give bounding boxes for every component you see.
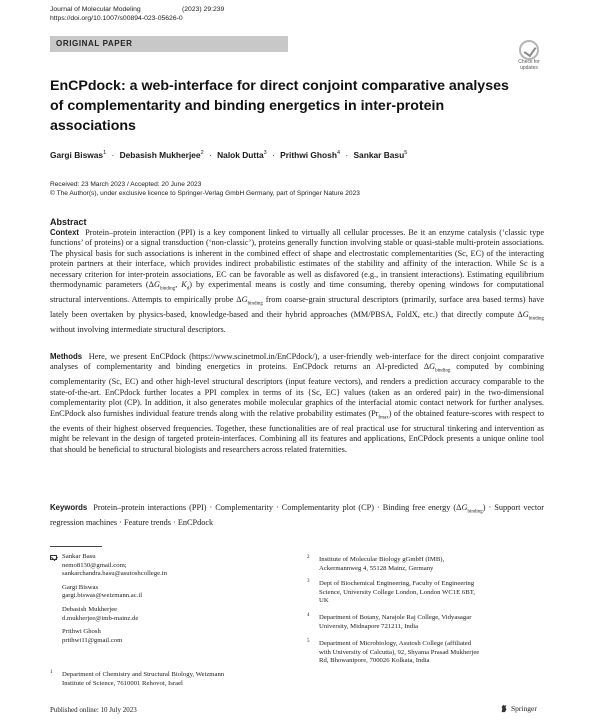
journal-header: [50, 6, 224, 23]
journal-name: Journal of Molecular Modeling: [50, 6, 141, 13]
author-name[interactable]: Debasish Mukherjee: [119, 150, 201, 160]
springer-horse-icon: [500, 704, 508, 713]
corr-name: Sankar Basu: [62, 553, 96, 560]
affiliation-5: [307, 639, 534, 666]
affiliation-line: UK: [319, 597, 329, 605]
abstract-context: [50, 228, 544, 336]
context-symbol: G: [241, 295, 248, 305]
author-affiliation-ref: 1: [103, 150, 107, 157]
correspondence-block: [62, 553, 167, 650]
corr-email[interactable]: nemo8130@gmail.com;: [62, 561, 127, 569]
author-list: [50, 150, 407, 160]
affiliation-number: 2: [307, 555, 310, 560]
methods-label: Methods: [50, 352, 83, 361]
article-dates: [50, 180, 360, 198]
affiliation-line: Ackermannweg 4, 55128 Mainz, Germany: [319, 564, 434, 572]
author-separator: ·: [345, 150, 349, 160]
affiliation-number: 1: [50, 670, 53, 675]
received-accepted: Received: 23 March 2023 / Accepted: 20 June 2023: [50, 181, 202, 188]
methods-subscript: fmax: [378, 415, 389, 421]
affiliation-line: Science, University College London, London WC1E 6BT,: [319, 588, 475, 596]
corr-email[interactable]: sankarchandra.basu@asutoshcollege.in: [62, 570, 167, 578]
context-text: Protein–protein interaction (PPI) is a key component linked to virtually all cellular processes. Be it an enzyme catalysis (‘classic type functions’ of proteins) or a signal transduction (‘non-classic’), proteins generally function involving stable or quasi-stable multi-protein associations. The physical basis for such associations is inherent in the combined effect of shape and electrostatic complementarities (Sc, EC) of the interacting protein partners at their interface, which provides indirect probabilistic estimates of the stability and affinity of the interaction. While Sc is a necessary criterion for inter-protein associations, EC can be favorable as well as disfavored (e.g., in transient interactions). Estimating equilibrium thermodynamic parameters (Δ: [50, 228, 545, 290]
author-name[interactable]: Gargi Biswas: [50, 150, 104, 160]
abstract-heading: Abstract: [50, 217, 87, 227]
keywords-symbol: G: [461, 503, 468, 512]
author-affiliation-ref: 3: [263, 150, 267, 157]
corr-name: Gargi Biswas: [62, 583, 99, 591]
journal-volume: (2023) 29:239: [182, 6, 225, 13]
check-updates-line2: updates: [520, 64, 538, 71]
author-separator: ·: [111, 150, 115, 160]
keywords-text: Protein–protein interactions (PPI) · Complementarity · Complementarity plot (CP) · Binding free energy (Δ: [93, 503, 462, 512]
affiliation-line: Department of Botany, Narajole Raj College, Vidyasagar: [319, 614, 472, 621]
methods-subscript: binding: [435, 369, 451, 375]
context-text: from coarse-grain structural descriptors (primarily, surface area based terms) have lately been overtaken by physics-based, knowledge-based and their hybrid approaches (MM/PBSA, FoldX, etc.) that directly compute Δ: [50, 295, 544, 320]
correspondence-entry: [62, 628, 167, 645]
author-affiliation-ref: 4: [336, 150, 340, 157]
doi-link[interactable]: https://doi.org/10.1007/s00894-023-05626-0: [50, 14, 183, 22]
context-text: ,: [175, 280, 182, 290]
corr-name: Prithwi Ghosh: [62, 628, 101, 636]
context-symbol: G: [153, 280, 160, 290]
keywords-subscript: binding: [467, 509, 483, 515]
context-subscript: binding: [528, 316, 544, 322]
author-name[interactable]: Sankar Basu: [353, 150, 405, 160]
corr-name: Debasish Mukherjee: [62, 605, 118, 613]
footnote-divider: [50, 546, 102, 547]
methods-text: ) of the obtained feature-scores with respect to the events of their highest observed frequencies. Together, these functionalities are of real practical use for structural tinkering and intervention as might be relevant in the design of targeted protein-interfaces. Combining all its features and applications, EnCPdock presents a unique online tool that should be beneficial to structural biologists and researchers across related fraternities.: [50, 408, 545, 454]
context-label: Context: [50, 228, 80, 237]
article-title: EnCPdock: a web-interface for direct conjoint comparative analyses of complementarity and binding energetics in inter-protein associations: [50, 78, 509, 134]
corr-email[interactable]: d.mukherjee@imb-mainz.de: [62, 614, 139, 622]
affiliation-1: [50, 670, 277, 688]
affiliation-line: Department of Chemistry and Structural Biology, Weizmann: [62, 671, 225, 678]
copyright-line: © The Author(s), under exclusive licence to Springer-Verlag GmbH Germany, part of Springer Nature 2023: [50, 190, 360, 197]
context-symbol: K: [181, 280, 187, 290]
context-symbol: G: [522, 310, 529, 320]
article-type-label: ORIGINAL PAPER: [56, 39, 133, 48]
affiliation-number: 5: [307, 639, 310, 644]
author-name[interactable]: Prithwi Ghosh: [280, 150, 337, 160]
check-updates-line1: Check for: [518, 59, 540, 65]
publisher-name: Springer: [511, 704, 537, 713]
affiliation-line: with University of Calcutta), 92, Shyama Prasad Mukherjee: [319, 648, 480, 656]
methods-symbol: G: [429, 362, 436, 372]
affiliation-number: 3: [307, 579, 310, 584]
author-separator: ·: [208, 150, 212, 160]
affiliation-line: Institute of Molecular Biology gGmbH (IMB),: [319, 556, 445, 563]
affiliation-4: [307, 613, 534, 631]
keywords: [50, 503, 544, 528]
affiliation-2: [307, 555, 534, 573]
abstract-methods: [50, 352, 544, 455]
author-affiliation-ref: 2: [200, 150, 204, 157]
affiliation-line: Dept of Biochemical Engineering, Faculty of Engineering: [319, 580, 475, 587]
author-separator: ·: [272, 150, 275, 160]
affiliation-line: University, Midnapore 721211, India: [319, 622, 419, 630]
corr-email[interactable]: prithwi11@gmail.com: [62, 636, 123, 644]
publisher-logo: [500, 704, 537, 713]
context-text: ) by experimental means is costly and time consuming, thereby opening windows for computational structural interventions. Attempts to empirically probe Δ: [50, 280, 545, 305]
affiliation-3: [307, 579, 534, 606]
check-for-updates-button[interactable]: [513, 40, 545, 70]
envelope-icon: [50, 555, 57, 560]
methods-text: computed by combining complementarity (Sc, EC) and other high-level structural descriptors (input feature vectors), and renders a prediction accuracy comparable to the state-of-the-art. EnCPdock further locates a PPI complex in terms of its {Sc, EC} values (taken as an ordered pair) in the two-dimensional complementarity plot (CP). In addition, it also generates mobile molecular graphics of the interfacial atomic contact network for further analyses. EnCPdock also furnishes individual feature trends along with the relative probability estimates (Pr: [50, 362, 544, 418]
correspondence-entry: [62, 584, 167, 601]
affiliation-number: 4: [307, 613, 310, 618]
check-updates-icon: [519, 40, 539, 60]
context-text: without involving intermediate structural descriptors.: [50, 325, 226, 335]
article-type-banner: [50, 36, 288, 52]
keywords-text: ) · Support vector regression machines · Feature trends · EnCPdock: [50, 503, 544, 528]
author-affiliation-ref: 5: [404, 150, 408, 157]
context-subscript: d: [186, 286, 190, 292]
affiliation-line: Rd, Bhowanipore, 700026 Kolkata, India: [319, 657, 430, 665]
published-online: Published online: 10 July 2023: [50, 706, 137, 714]
correspondence-entry: [62, 606, 167, 623]
correspondence-entry: [62, 553, 167, 579]
context-subscript: binding: [247, 301, 263, 307]
keywords-label: Keywords: [50, 503, 88, 512]
affiliation-line: Institute of Science, 7610001 Rehovot, Israel: [62, 679, 183, 687]
affiliation-line: Department of Microbiology, Asutosh College (affiliated: [319, 640, 472, 647]
methods-text: Here, we present EnCPdock (https://www.scinetmol.in/EnCPdock/), a user-friendly web-interface for the direct conjoint comparative analyses of complementarity and binding energetics in proteins. EnCPdock returns an AI-predicted Δ: [50, 352, 545, 372]
corr-email[interactable]: gargi.biswas@weizmann.ac.il: [62, 592, 143, 600]
context-subscript: binding: [159, 286, 176, 292]
author-name[interactable]: Nalok Dutta: [217, 150, 264, 160]
